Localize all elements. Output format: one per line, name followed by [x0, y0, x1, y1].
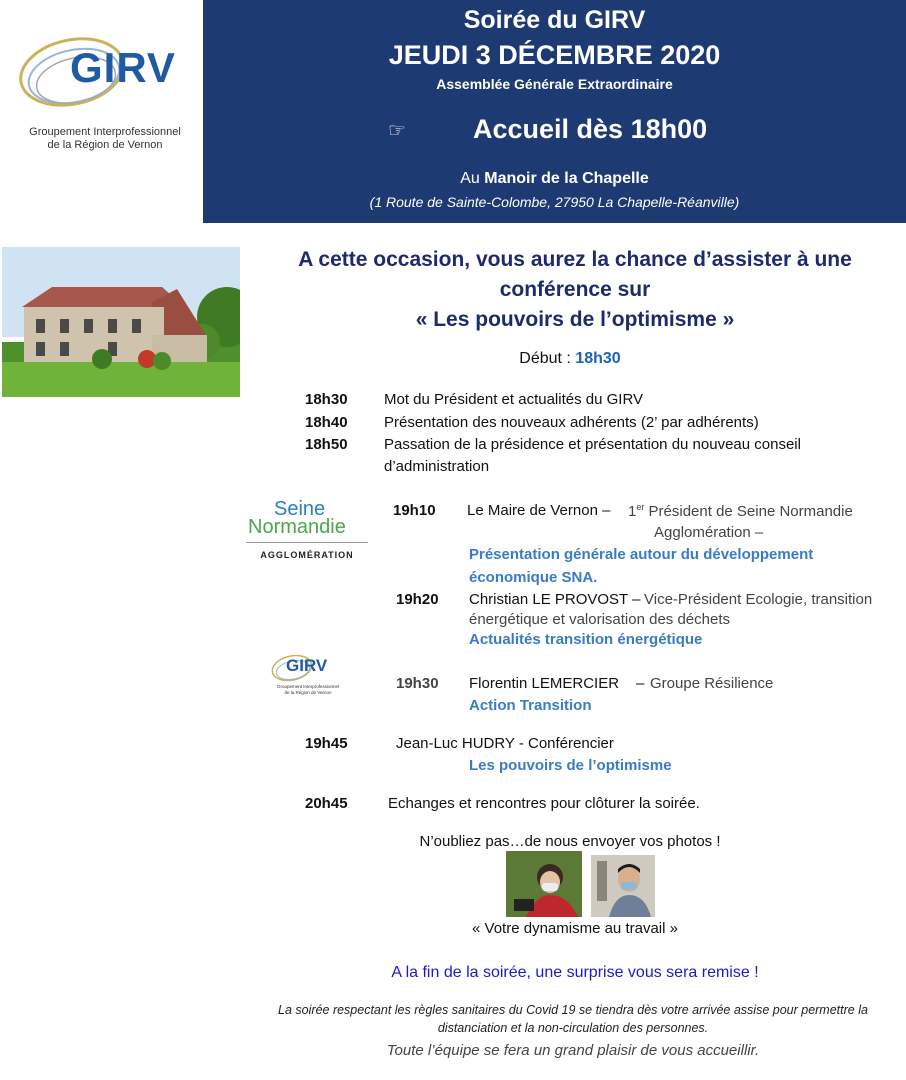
sna-logo-line2: Normandie: [248, 516, 346, 538]
girv-time: 19h30: [396, 675, 439, 692]
sna-role-num: 1: [628, 503, 637, 520]
sna-logo-line3: AGGLOMÉRATION: [260, 550, 354, 560]
debut-label: Début :: [519, 350, 571, 367]
schedule-text: Passation de la présidence et présentation du nouveau conseil: [384, 436, 801, 453]
intro-line3: « Les pouvoirs de l’optimisme »: [415, 308, 735, 331]
sna-role: [628, 502, 853, 520]
sna-highlight-cont: économique SNA.: [469, 569, 598, 586]
girv-small-line1: Groupement Interprofessionnel: [276, 684, 340, 689]
end-time: 20h45: [305, 795, 348, 812]
girv-small-word: GIRV: [286, 656, 328, 675]
venue-address: (1 Route de Sainte-Colombe, 27950 La Chapelle-Réanville): [369, 194, 740, 210]
sna-role-sup: er: [636, 502, 645, 512]
schedule-time: 18h40: [305, 414, 348, 431]
girv-speaker: Florentin LEMERCIER: [469, 675, 620, 692]
sna-speaker: Le Maire de Vernon –: [467, 502, 611, 519]
schedule-time: 18h50: [305, 436, 348, 453]
girv-small-logo: [268, 652, 348, 707]
girv-role: Groupe Résilience: [650, 675, 774, 692]
accueil-time: Accueil dès 18h00: [473, 114, 708, 144]
schedule-time: 18h30: [305, 391, 348, 408]
event-subtitle: Assemblée Générale Extraordinaire: [436, 76, 673, 92]
girv-logo: [12, 30, 198, 160]
sna-time: 19h10: [393, 502, 436, 519]
pointing-hand-icon: ☞: [388, 120, 406, 142]
girv-highlight: Action Transition: [469, 697, 592, 714]
photo-masked-woman: [506, 851, 582, 917]
girv-dash: –: [636, 675, 645, 692]
girv-logo-line2: de la Région de Vernon: [47, 139, 163, 151]
intro-line2: conférence sur: [499, 278, 651, 301]
venue-name: Manoir de la Chapelle: [484, 170, 649, 187]
girv-small-line2: de la Région de Vernon: [284, 690, 332, 695]
sna-logo-line1: Seine: [274, 498, 326, 520]
event-title: Soirée du GIRV: [463, 6, 646, 34]
sna-role-cont: Agglomération –: [654, 524, 764, 541]
venue-prefix: Au: [460, 170, 480, 187]
photos-caption: « Votre dynamisme au travail »: [472, 920, 678, 937]
event-date: JEUDI 3 DÉCEMBRE 2020: [388, 40, 721, 70]
debut-time: 18h30: [575, 350, 621, 367]
sna-logo-divider: [246, 542, 368, 543]
surprise-line: A la fin de la soirée, une surprise vous sera remise !: [391, 964, 759, 981]
venue-line: [203, 170, 906, 188]
debut-line: [450, 350, 690, 368]
manor-photo: [2, 247, 240, 397]
conf-time: 19h45: [305, 735, 348, 752]
conf-speaker: Jean-Luc HUDRY - Conférencier: [396, 735, 614, 752]
conf-highlight: Les pouvoirs de l’optimisme: [469, 757, 672, 774]
footer-line1: La soirée respectant les règles sanitaires du Covid 19 se tiendra dès votre arrivée assise pour permettre la: [278, 1003, 868, 1017]
schedule-text: Présentation des nouveaux adhérents (2’ par adhérents): [384, 414, 759, 431]
schedule-text-cont: d’administration: [384, 458, 490, 475]
intro-block: [250, 245, 900, 335]
seine-normandie-logo: [244, 496, 370, 566]
girv-logo-line1: Groupement Interprofessionnel: [29, 126, 181, 138]
schedule-text: Mot du Président et actualités du GIRV: [384, 391, 644, 408]
sna-speaker: Christian LE PROVOST –: [469, 591, 641, 608]
girv-logo-word: GIRV: [70, 44, 176, 91]
header-banner: [203, 0, 906, 223]
photos-prompt: N’oubliez pas…de nous envoyer vos photos !: [419, 833, 721, 850]
sna-time: 19h20: [396, 591, 439, 608]
intro-line1: A cette occasion, vous aurez la chance d’assister à une: [298, 248, 852, 271]
photo-masked-man: [591, 855, 655, 917]
sna-role: Vice-Président Ecologie, transition: [644, 591, 873, 608]
footer-line3: Toute l’équipe se fera un grand plaisir de vous accueillir.: [386, 1042, 760, 1059]
sna-highlight: Présentation générale autour du développement: [469, 546, 814, 563]
sna-role-text: Président de Seine Normandie: [648, 503, 853, 520]
sna-role-cont: énergétique et valorisation des déchets: [469, 611, 731, 628]
sna-highlight: Actualités transition énergétique: [469, 631, 703, 648]
footer-line2: distanciation et la non-circulation des personnes.: [437, 1021, 709, 1035]
end-text: Echanges et rencontres pour clôturer la soirée.: [388, 795, 700, 812]
